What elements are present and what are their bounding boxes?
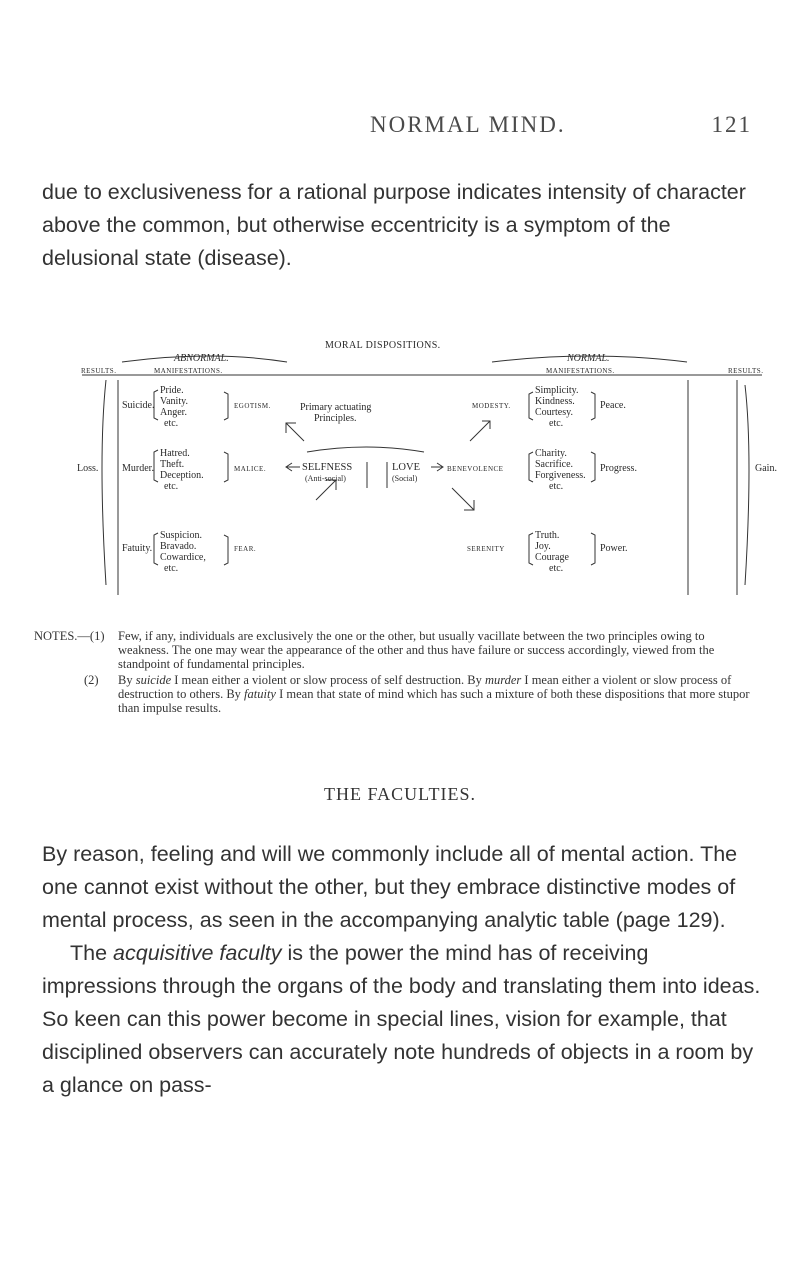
note-1	[34, 629, 754, 671]
fatuity-item: Bravado.	[160, 541, 197, 552]
modesty-item: etc.	[549, 418, 564, 429]
suicide-item: Anger.	[160, 407, 187, 418]
primary-principles-1: Primary actuating	[300, 402, 372, 413]
fatuity-item: Suspicion.	[160, 530, 202, 541]
suicide-item: etc.	[164, 418, 179, 429]
faculties-body	[42, 838, 762, 1102]
section-heading: THE FACULTIES.	[323, 784, 476, 804]
abnormal-heading: ABNORMAL.	[174, 353, 229, 364]
note-2-part: I mean either a violent or slow process of self destruction. By	[171, 673, 485, 687]
murder-label: Murder.	[122, 463, 154, 474]
serenity-item: Joy.	[535, 541, 551, 552]
running-title: NORMAL MIND.	[370, 112, 566, 137]
note-2-term: fatuity	[244, 687, 276, 701]
note-2-term: suicide	[135, 673, 172, 687]
arrow-modesty	[470, 421, 490, 441]
benevolence-item: Charity.	[535, 448, 567, 459]
note-1-text: Few, if any, individuals are exclusively the one or the other, but usually vacillate between the two principles owing to weakness. The one may wear the appearance of the other and thus have failure or success accordingly, viewed from the standpoint of fundamental principles.	[118, 629, 715, 671]
fear-label: FEAR.	[234, 545, 257, 553]
malice-label: MALICE.	[234, 465, 267, 473]
serenity-item: Truth.	[535, 530, 560, 541]
primary-principles-2: Principles.	[314, 413, 357, 424]
serenity-label: SERENITY	[467, 545, 505, 553]
page-number: 121	[711, 112, 752, 137]
power-label: Power.	[600, 543, 628, 554]
benevolence-item: Sacrifice.	[535, 459, 574, 470]
murder-item: Theft.	[160, 459, 185, 470]
benevolence-item: Forgiveness.	[535, 470, 586, 481]
arrow-egotism	[286, 423, 304, 441]
peace-label: Peace.	[600, 400, 626, 411]
paragraph-reason: By reason, feeling and will we commonly include all of mental action. The one cannot exist without the other, but they embrace distinctive modes of mental process, as seen in the accompanying analytic table (page 129).	[42, 842, 738, 932]
note-2-number: (2)	[84, 673, 99, 687]
emphasis-term: acquisitive faculty	[113, 941, 282, 965]
progress-label: Progress.	[600, 463, 637, 474]
notes-lead: NOTES.—(1)	[34, 629, 105, 643]
modesty-item: Courtesy.	[535, 407, 573, 418]
note-2-part: By	[118, 673, 136, 687]
modesty-item: Simplicity.	[535, 385, 579, 396]
note-2-text	[118, 673, 754, 715]
notes-block	[34, 629, 754, 715]
murder-item: Deception.	[160, 470, 204, 481]
moral-dispositions-table	[22, 340, 782, 620]
results-left: RESULTS.	[81, 367, 117, 375]
results-right: RESULTS.	[728, 367, 764, 375]
murder-item: Hatred.	[160, 448, 190, 459]
gain-label: Gain.	[755, 463, 777, 474]
page-header	[0, 112, 800, 142]
loss-label: Loss.	[77, 463, 99, 474]
modesty-item: Kindness.	[535, 396, 575, 407]
social-label: (Social)	[392, 474, 418, 483]
selfishness-label: SELFNESS	[302, 462, 353, 473]
love-label: LOVE	[392, 462, 420, 473]
murder-item: etc.	[164, 481, 179, 492]
anti-social-label: (Anti-social)	[305, 474, 346, 483]
paragraph-part: The	[70, 941, 114, 965]
arrow-fear	[316, 480, 336, 500]
note-2-part: I mean that state of mind which has such a mixture of both these dispositions that more stupor than impulse results.	[118, 687, 750, 715]
normal-heading: NORMAL.	[567, 353, 610, 364]
fatuity-label: Fatuity.	[122, 543, 153, 554]
suicide-label: Suicide.	[122, 400, 155, 411]
love-arc	[307, 447, 424, 452]
paragraph-intro: due to exclusiveness for a rational purpose indicates intensity of character above the common, but otherwise eccentricity is a symptom of the delusional state (disease).	[42, 180, 746, 270]
suicide-item: Pride.	[160, 385, 184, 396]
gain-brace	[745, 385, 749, 585]
benevolence-label: BENEVOLENCE	[447, 465, 504, 473]
manifestations-right: MANIFESTATIONS.	[546, 367, 615, 375]
benevolence-item: etc.	[549, 481, 564, 492]
note-2	[64, 673, 754, 715]
arrow-serenity	[452, 488, 474, 510]
diagram-title: MORAL DISPOSITIONS.	[325, 340, 441, 351]
suicide-item: Vanity.	[160, 396, 188, 407]
serenity-item: etc.	[549, 563, 564, 574]
fatuity-item: Cowardice,	[160, 552, 206, 563]
serenity-item: Courage	[535, 552, 569, 563]
manifestations-left: MANIFESTATIONS.	[154, 367, 223, 375]
note-2-term: murder	[484, 673, 522, 687]
fatuity-item: etc.	[164, 563, 179, 574]
paragraph-part: is the power the mind has of receiving impressions through the organs of the body and translating them into ideas. So keen can this power become in special lines, vision for example, that disciplined observers can accurately note hundreds of objects in a room by a glance on pass-	[42, 941, 761, 1097]
modesty-label: MODESTY.	[472, 402, 511, 410]
loss-brace	[102, 380, 106, 585]
note-2-part: I mean either a violent or slow process of destruction to others. By	[118, 673, 732, 701]
egotism-label: EGOTISM.	[234, 402, 271, 410]
paragraph-acquisitive	[42, 937, 762, 1102]
